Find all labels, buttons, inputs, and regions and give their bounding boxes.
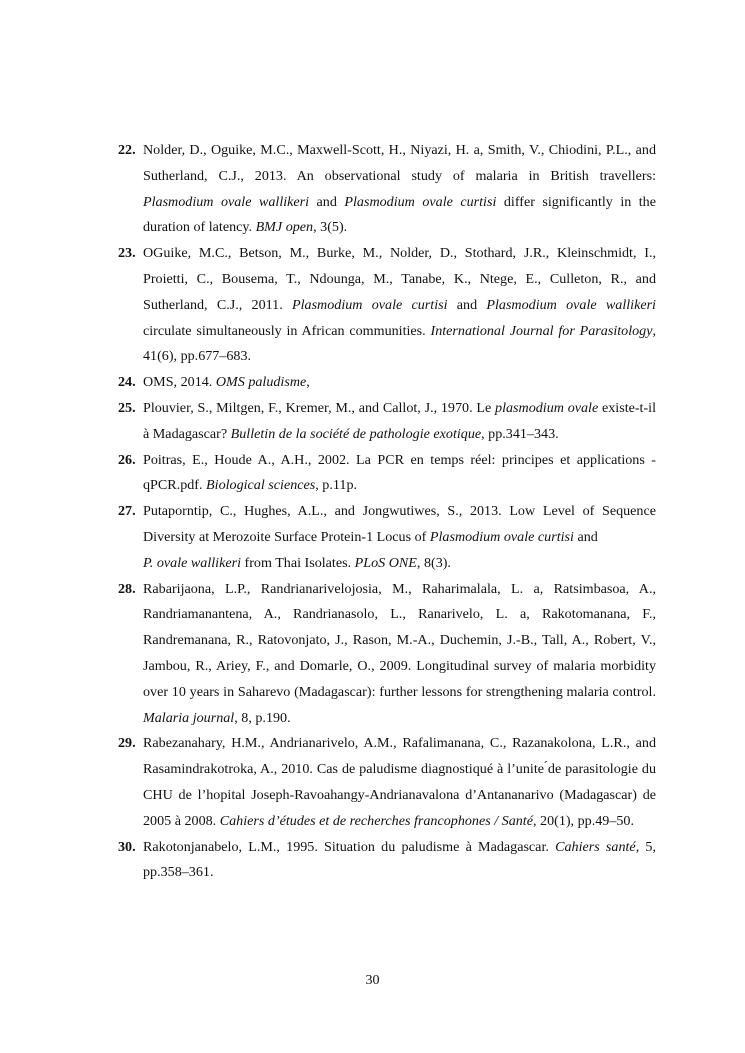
reference-segment: OMS, 2014.: [143, 374, 216, 391]
reference-list: [118, 138, 656, 886]
reference-item: [118, 731, 656, 834]
reference-number: 28.: [118, 580, 136, 597]
reference-segment: , 8, p.190.: [234, 709, 291, 726]
reference-text: [143, 735, 656, 828]
reference-item: [118, 448, 656, 500]
reference-segment: Putaporntip, C., Hughes, A.L., and Jongwutiwes, S., 2013. Low Level of Sequence Diversity at Merozoite Surface Protein-1 Locus of: [143, 503, 656, 545]
reference-number: 25.: [118, 399, 136, 416]
reference-italic-segment: Plasmodium ovale curtisi: [292, 296, 448, 313]
reference-text: [143, 503, 656, 571]
reference-text: [143, 142, 656, 235]
reference-italic-segment: Bulletin de la société de pathologie exotique: [230, 425, 482, 442]
reference-segment: Rakotonjanabelo, L.M., 1995. Situation du paludisme à Madagascar.: [143, 838, 556, 855]
reference-segment: , 5, pp.358–361.: [143, 838, 656, 881]
reference-number: 23.: [118, 245, 136, 262]
reference-text: [143, 400, 656, 442]
reference-italic-segment: P. ovale wallikeri: [143, 554, 241, 571]
reference-segment: circulate simultaneously in African communities.: [143, 322, 431, 339]
reference-number: 29.: [118, 735, 136, 752]
reference-segment: from Thai Isolates.: [241, 554, 355, 571]
reference-italic-segment: International Journal for Parasitology: [430, 322, 653, 339]
reference-item: [118, 138, 656, 241]
reference-italic-segment: Plasmodium ovale wallikeri: [486, 296, 656, 313]
reference-segment: OGuike, M.C., Betson, M., Burke, M., Nolder, D., Stothard, J.R., Kleinschmidt, I., Proietti, C., Bousema, T., Ndounga, M., Tanabe, K., Ntege, E., Culleton, R., and Sutherland, C.J., 2011.: [143, 245, 656, 313]
reference-segment: ,: [306, 374, 310, 391]
reference-segment: and: [573, 528, 598, 545]
reference-segment: , 41(6), pp.677–683.: [143, 322, 656, 365]
reference-italic-segment: Biological sciences: [206, 477, 316, 494]
reference-number: 30.: [118, 838, 136, 855]
reference-italic-segment: BMJ open: [255, 219, 314, 236]
reference-segment: and: [447, 296, 487, 313]
reference-italic-segment: Plasmodium ovale curtisi: [429, 528, 574, 545]
reference-italic-segment: Plasmodium ovale wallikeri: [143, 193, 310, 210]
reference-italic-segment: PLoS ONE: [354, 554, 417, 571]
reference-segment: , pp.341–343.: [481, 425, 559, 442]
reference-item: [118, 396, 656, 448]
reference-segment: , 20(1), pp.49–50.: [532, 812, 634, 829]
reference-segment: existe-t-il à Madagascar?: [143, 399, 656, 442]
reference-italic-segment: OMS paludisme: [215, 374, 307, 391]
reference-segment: , p.11p.: [315, 477, 358, 494]
reference-italic-segment: Malaria journal: [143, 709, 235, 726]
reference-segment: Plouvier, S., Miltgen, F., Kremer, M., and Callot, J., 1970. Le: [143, 399, 496, 416]
reference-number: 26.: [118, 451, 136, 468]
reference-item: [118, 370, 656, 396]
reference-text: [143, 374, 310, 390]
reference-item: [118, 241, 656, 370]
reference-item: [118, 499, 656, 576]
page-number: 30: [365, 972, 380, 988]
reference-segment: Poitras, E., Houde A., A.H., 2002. La PCR en temps réel: principes et applications - qPCR.pdf.: [143, 451, 656, 494]
reference-number: 22.: [118, 142, 136, 158]
reference-number: 27.: [118, 503, 136, 520]
reference-italic-segment: Cahiers d’études et de recherches francophones / Santé: [219, 812, 533, 829]
reference-italic-segment: plasmodium ovale: [495, 399, 599, 416]
reference-segment: , 3(5).: [313, 219, 348, 236]
reference-italic-segment: Plasmodium ovale curtisi: [344, 193, 497, 210]
reference-text: [143, 581, 656, 726]
reference-segment: differ significantly in the duration of latency.: [143, 193, 656, 236]
reference-item: [118, 577, 656, 732]
reference-segment: Nolder, D., Oguike, M.C., Maxwell-Scott, H., Niyazi, H. a, Smith, V., Chiodini, P.L., and Sutherland, C.J., 2013. An observational study of malaria in British travellers:: [143, 142, 656, 184]
reference-item: [118, 835, 656, 887]
reference-text: [143, 839, 656, 881]
reference-text: [143, 245, 656, 364]
reference-text: [143, 452, 656, 494]
reference-number: 24.: [118, 374, 136, 391]
reference-segment: , 8(3).: [416, 554, 451, 571]
reference-segment: Rabezanahary, H.M., Andrianarivelo, A.M., Rafalimanana, C., Razanakolona, L.R., and Rasamindrakotroka, A., 2010. Cas de paludisme diagnostiqué à l’unite ́de parasitologie du CHU de l’hopital Joseph-Ravoahangy-Andrianavalona d’Antananarivo (Madagascar) de 2005 à 2008.: [143, 735, 656, 829]
reference-italic-segment: Cahiers santé: [555, 838, 636, 855]
reference-segment: and: [309, 193, 345, 210]
reference-segment: Rabarijaona, L.P., Randrianarivelojosia, M., Raharimalala, L. a, Ratsimbasoa, A., Randriamanantena, A., Randrianasolo, L., Ranarivelo, L. a, Rakotomanana, F., Randremanana, R., Ratovonjato, J., Rason, M.-A., Duchemin, J.-B., Tall, A., Robert, V., Jambou, R., Ariey, F., and Domarle, O., 2009. Longitudinal survey of malaria morbidity over 10 years in Saharevo (Madagascar): further lessons for strengthening malaria control.: [143, 580, 656, 700]
